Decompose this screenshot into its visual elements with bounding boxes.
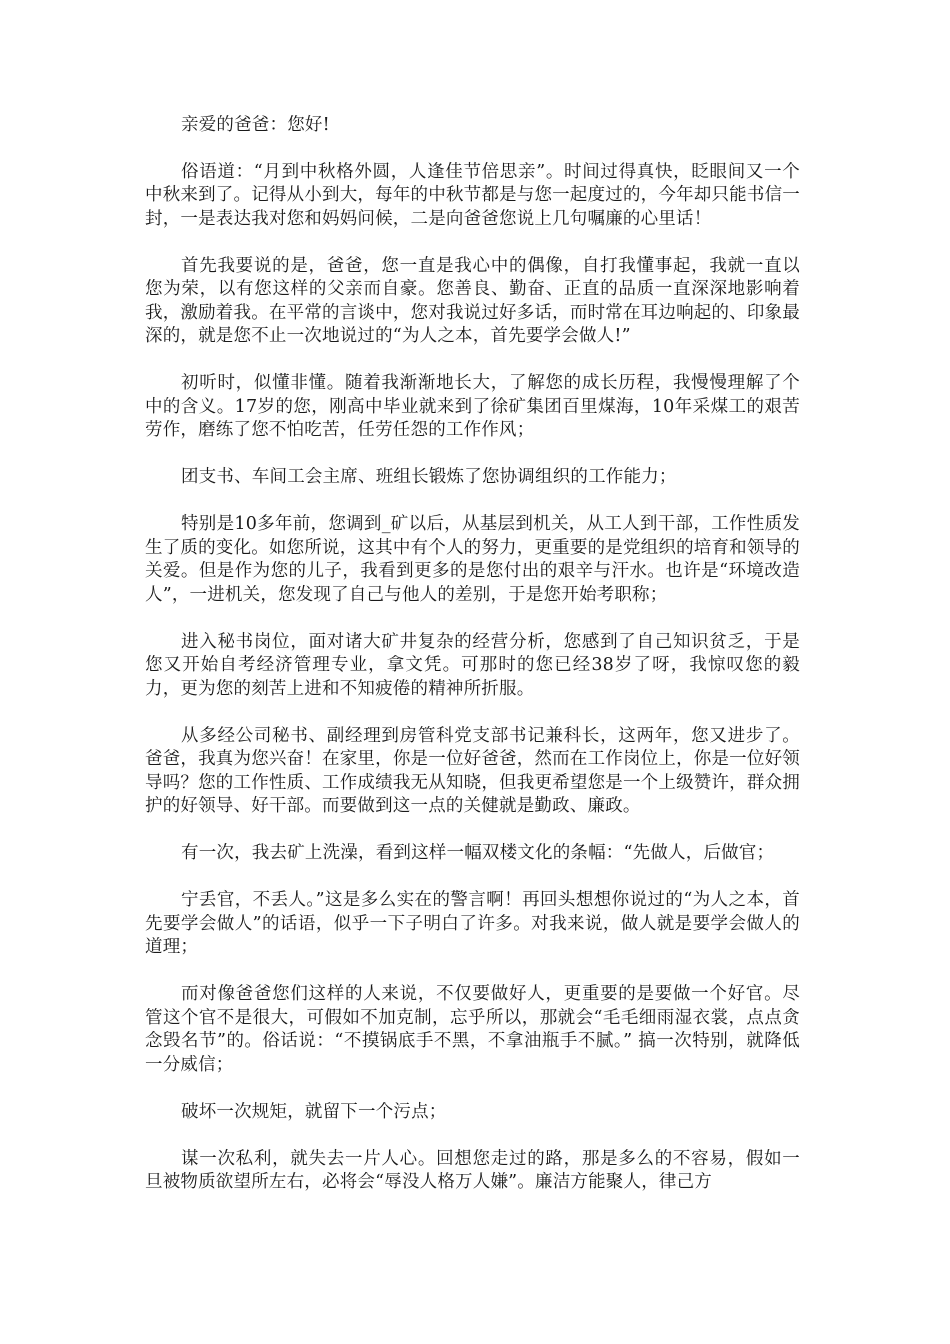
letter-document <box>145 114 800 1218</box>
paragraph-idol: 首先我要说的是，爸爸，您一直是我心中的偶像，自打我懂事起，我就一直以您为荣，以有您这样的父亲而自豪。您善良、勤奋、正直的品质一直深深地影响着我，激励着我。在平常的言谈中，您对我说过好多话，而时常在耳边响起的、印象最深的，就是您不止一次地说过的“为人之本，首先要学会做人!” <box>145 255 800 346</box>
paragraph-good-official: 而对像爸爸您们这样的人来说，不仅要做好人，更重要的是要做一个好官。尽管这个官不是很大，可假如不加克制，忘乎所以，那就会“毛毛细雨湿衣裳，点点贪念毁名节”的。俗话说：“不摸锅底手不黑，不拿油瓶手不腻。” 搞一次特别，就降低一分威信； <box>145 984 800 1075</box>
paragraph-banner: 有一次，我去矿上洗澡，看到这样一幅双楼文化的条幅：“先做人，后做官； <box>181 843 775 863</box>
paragraph-integrity: 谋一次私利，就失去一片人心。回想您走过的路，那是多么的不容易，假如一旦被物质欲望所左右，必将会“辱没人格万人嫌”。廉洁方能聚人，律己方 <box>145 1148 800 1192</box>
paragraph-growth: 初听时，似懂非懂。随着我渐渐地长大，了解您的成长历程，我慢慢理解了个中的含义。17岁的您，刚高中毕业就来到了徐矿集团百里煤海，10年采煤工的艰苦劳作，磨练了您不怕吃苦，任劳任怨的工作作风； <box>145 373 800 440</box>
paragraph-motto: 宁丢官，不丢人。”这是多么实在的警言啊！再回头想想你说过的“为人之本，首先要学会做人”的话语，似乎一下子明白了许多。对我来说，做人就是要学会做人的道理； <box>145 890 800 957</box>
paragraph-rules: 破坏一次规矩，就留下一个污点； <box>181 1101 447 1122</box>
paragraph-secretary: 进入秘书岗位，面对诸大矿井复杂的经营分析，您感到了自己知识贫乏，于是您又开始自考经济管理专业，拿文凭。可那时的您已经38岁了呀，我惊叹您的毅力，更为您的刻苦上进和不知疲倦的精神所折服。 <box>145 631 800 699</box>
salutation: 亲爱的爸爸：您好! <box>181 115 330 135</box>
paragraph-proverb: 俗语道：“月到中秋格外圆，人逢佳节倍思亲”。时间过得真快，眨眼间又一个中秋来到了。记得从小到大，每年的中秋节都是与您一起度过的，今年却只能书信一封，一是表达我对您和妈妈问候，二是向爸爸您说上几句嘱廉的心里话！ <box>145 161 800 229</box>
paragraph-youth-league: 团支书、车间工会主席、班组长锻炼了您协调组织的工作能力； <box>181 467 677 487</box>
paragraph-promotion: 从多经公司秘书、副经理到房管科党支部书记兼科长，这两年，您又进步了。爸爸，我真为您兴奋！在家里，你是一位好爸爸，然而在工作岗位上，你是一位好领导吗？您的工作性质、工作成绩我无从知晓，但我更希望您是一个上级赞许，群众拥护的好领导、好干部。而要做到这一点的关健就是勤政、廉政。 <box>145 725 800 816</box>
paragraph-transfer: 特别是10多年前，您调到_矿以后，从基层到机关，从工人到干部，工作性质发生了质的变化。如您所说，这其中有个人的努力，更重要的是党组织的培育和领导的关爱。但是作为您的儿子，我看到更多的是您付出的艰辛与汗水。也许是“环境改造人”，一进机关，您发现了自己与他人的差别，于是您开始考职称； <box>145 514 800 605</box>
